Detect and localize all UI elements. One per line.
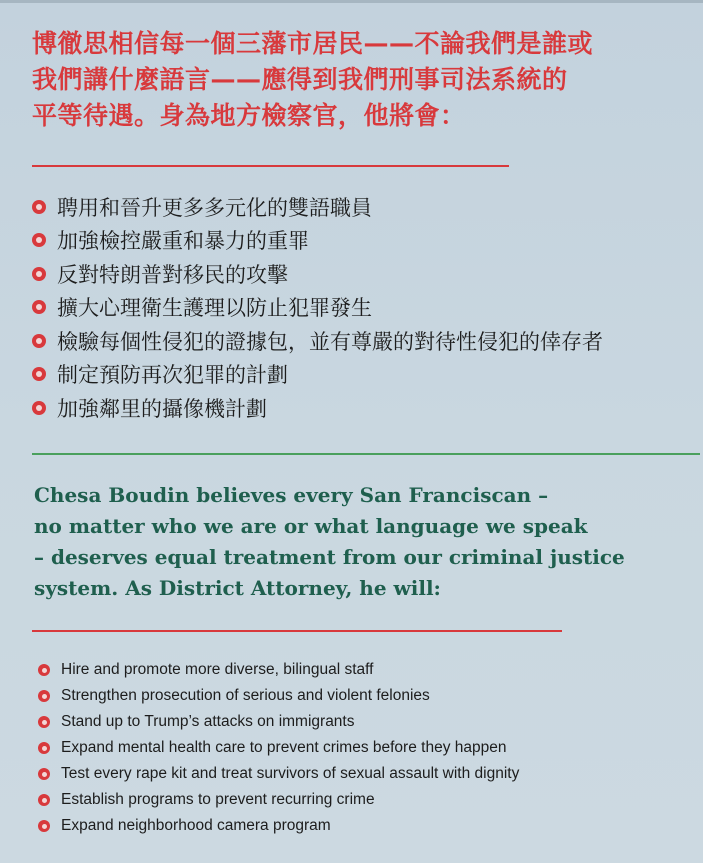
list-item: [38, 813, 519, 839]
chinese-heading-line: 平等待遇。身為地方檢察官，他將會：: [32, 101, 466, 130]
english-divider-rule: [32, 630, 562, 632]
flower-bullet-icon: [32, 267, 46, 281]
english-heading: [34, 480, 694, 604]
list-item: [32, 257, 603, 291]
list-item-text: 反對特朗普對移民的攻擊: [57, 262, 288, 287]
chinese-pledge-list: [32, 190, 603, 425]
list-item: [32, 291, 603, 325]
english-heading-line: – deserves equal treatment from our criminal justice: [34, 545, 625, 569]
list-item: [38, 787, 519, 813]
section-divider-rule: [32, 453, 700, 455]
list-item-text: 檢驗每個性侵犯的證據包，並有尊嚴的對待性侵犯的倖存者: [57, 329, 603, 354]
list-item: [32, 324, 603, 358]
list-item-text: Expand neighborhood camera program: [61, 817, 331, 834]
list-item-text: Establish programs to prevent recurring crime: [61, 791, 375, 808]
flower-bullet-icon: [38, 768, 50, 780]
flower-bullet-icon: [38, 742, 50, 754]
list-item: [32, 391, 603, 425]
list-item-text: Strengthen prosecution of serious and violent felonies: [61, 687, 430, 704]
flower-bullet-icon: [38, 794, 50, 806]
list-item: [32, 224, 603, 258]
list-item: [38, 709, 519, 735]
list-item: [32, 358, 603, 392]
english-heading-line: system. As District Attorney, he will:: [34, 576, 441, 600]
flower-bullet-icon: [32, 300, 46, 314]
flower-bullet-icon: [32, 200, 46, 214]
flower-bullet-icon: [38, 716, 50, 728]
flower-bullet-icon: [38, 820, 50, 832]
list-item-text: 聘用和晉升更多多元化的雙語職員: [57, 195, 372, 220]
list-item: [38, 683, 519, 709]
list-item: [38, 657, 519, 683]
list-item: [32, 190, 603, 224]
flower-bullet-icon: [38, 664, 50, 676]
chinese-heading-line: 我們講什麼語言——應得到我們刑事司法系統的: [32, 65, 568, 94]
chinese-heading-line: 博徹思相信每一個三藩市居民——不論我們是誰或: [32, 29, 594, 58]
list-item-text: 加強檢控嚴重和暴力的重罪: [57, 229, 309, 254]
flower-bullet-icon: [38, 690, 50, 702]
list-item-text: Stand up to Trump’s attacks on immigrants: [61, 713, 355, 730]
flower-bullet-icon: [32, 233, 46, 247]
list-item: [38, 761, 519, 787]
english-heading-line: no matter who we are or what language we speak: [34, 514, 588, 538]
english-pledge-list: [38, 657, 519, 839]
list-item-text: 制定預防再次犯罪的計劃: [57, 363, 288, 388]
list-item-text: 加強鄰里的攝像機計劃: [57, 396, 267, 421]
flower-bullet-icon: [32, 334, 46, 348]
english-heading-line: Chesa Boudin believes every San Franciscan –: [34, 483, 549, 507]
list-item-text: Test every rape kit and treat survivors of sexual assault with dignity: [61, 765, 520, 782]
top-edge-line: [0, 0, 703, 3]
list-item-text: Expand mental health care to prevent crimes before they happen: [61, 739, 507, 756]
list-item-text: Hire and promote more diverse, bilingual staff: [61, 661, 374, 678]
flower-bullet-icon: [32, 401, 46, 415]
chinese-heading: [32, 26, 692, 134]
flower-bullet-icon: [32, 367, 46, 381]
chinese-divider-rule: [32, 165, 509, 167]
list-item-text: 擴大心理衛生護理以防止犯罪發生: [57, 296, 372, 321]
list-item: [38, 735, 519, 761]
